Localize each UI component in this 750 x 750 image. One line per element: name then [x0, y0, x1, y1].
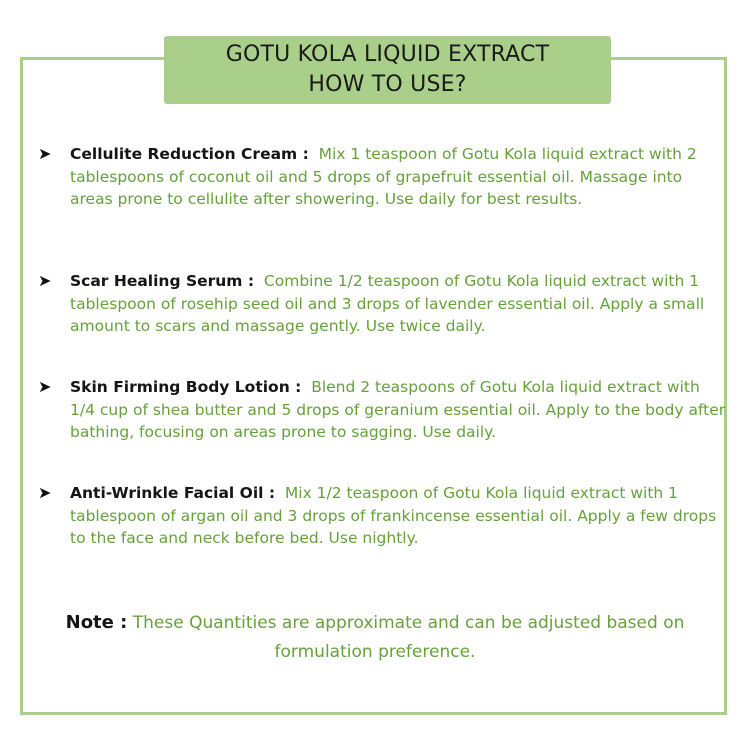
page-title: GOTU KOLA LIQUID EXTRACT — [225, 42, 550, 67]
usage-item-description: Combine 1/2 teaspoon of Gotu Kola liquid extract with 1 tablespoon of rosehip seed oil and 3 drops of lavender essential oil. Apply a small amount to scars and massage gently. Use twice daily. — [70, 272, 705, 335]
arrow-bullet-icon: ➤ — [38, 144, 52, 163]
usage-item — [38, 376, 728, 444]
usage-item-text — [70, 143, 728, 211]
title-banner — [164, 36, 611, 104]
arrow-bullet-icon: ➤ — [38, 483, 52, 502]
usage-item-label: Skin Firming Body Lotion : — [70, 378, 302, 396]
usage-item — [38, 482, 728, 550]
note-label: Note : — [65, 612, 128, 633]
usage-item-label: Anti-Wrinkle Facial Oil : — [70, 484, 276, 502]
usage-item-text — [70, 270, 728, 338]
usage-item-description: Mix 1/2 teaspoon of Gotu Kola liquid extract with 1 tablespoon of argan oil and 3 drops of frankincense essential oil. Apply a few drops to the face and neck before bed. Use nightly. — [70, 484, 717, 547]
page-subtitle: HOW TO USE? — [308, 72, 467, 97]
usage-item-label: Cellulite Reduction Cream : — [70, 145, 309, 163]
arrow-bullet-icon: ➤ — [38, 377, 52, 396]
usage-item — [38, 143, 728, 211]
arrow-bullet-icon: ➤ — [38, 271, 52, 290]
usage-item-text — [70, 376, 728, 444]
usage-item-description: Blend 2 teaspoons of Gotu Kola liquid extract with 1/4 cup of shea butter and 5 drops of geranium essential oil. Apply to the body after bathing, focusing on areas prone to sagging. Use daily. — [70, 378, 726, 441]
note-text: These Quantities are approximate and can be adjusted based on formulation preference. — [132, 613, 685, 662]
usage-item-description: Mix 1 teaspoon of Gotu Kola liquid extract with 2 tablespoons of coconut oil and 5 drops of grapefruit essential oil. Massage into areas prone to cellulite after showering. Use daily for best results. — [70, 145, 697, 208]
note — [30, 608, 720, 667]
usage-item-label: Scar Healing Serum : — [70, 272, 255, 290]
usage-item-text — [70, 482, 728, 550]
usage-item — [38, 270, 728, 338]
